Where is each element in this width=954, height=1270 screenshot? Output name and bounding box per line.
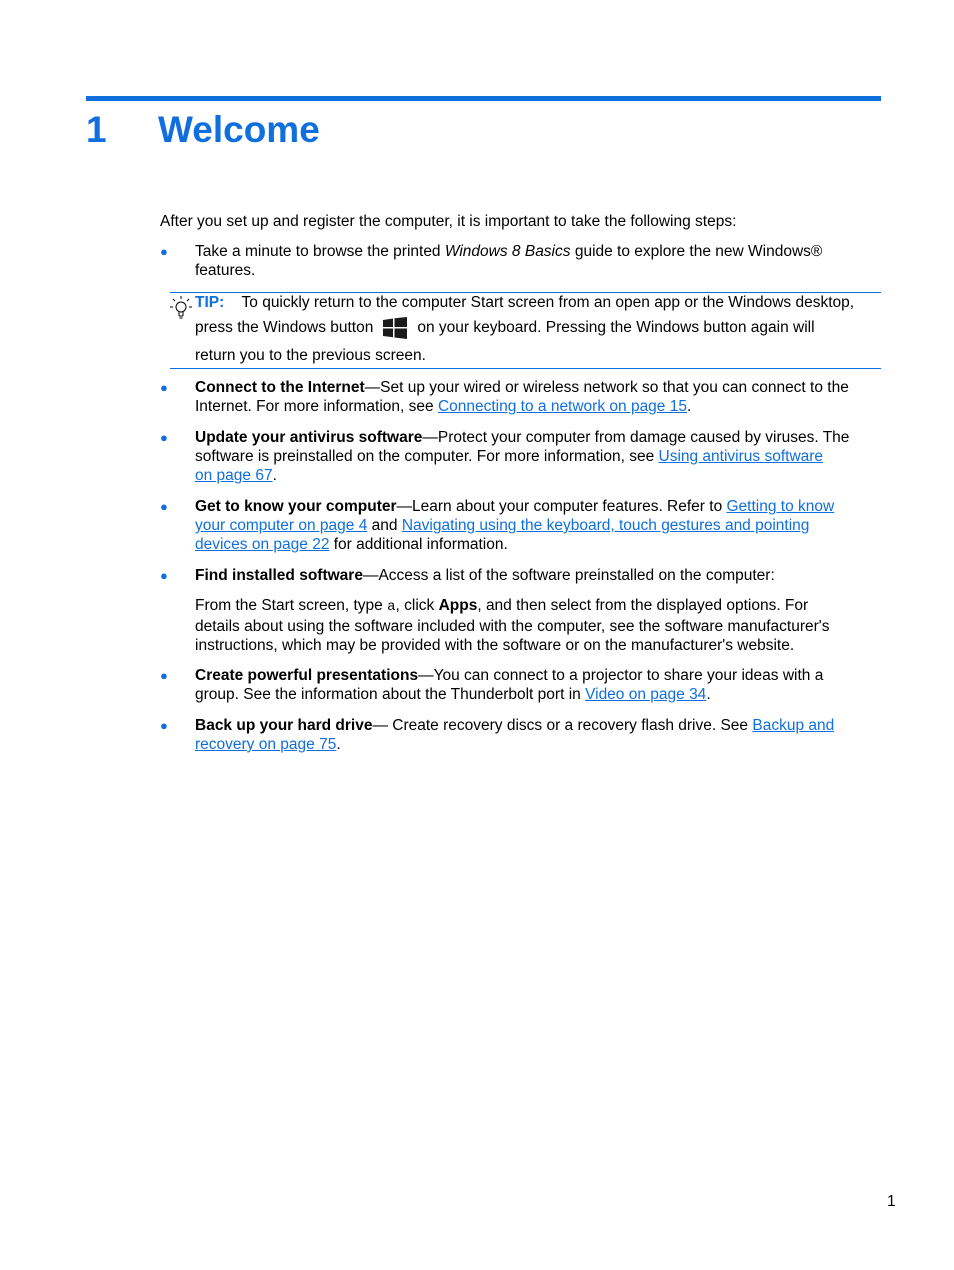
link-video[interactable]: Video on page 34 xyxy=(585,686,707,703)
bullet-icon: ● xyxy=(160,499,168,514)
chapter-title: Welcome xyxy=(158,109,320,150)
link-antivirus-page[interactable]: on page 67 xyxy=(195,467,273,484)
link-antivirus[interactable]: Using antivirus software xyxy=(658,448,824,465)
chapter-heading xyxy=(86,106,320,154)
bullet-icon: ● xyxy=(160,430,168,445)
windows-logo-icon xyxy=(383,317,407,339)
bullet-icon: ● xyxy=(160,380,168,395)
link-backup[interactable]: Backup and xyxy=(752,717,835,734)
lightbulb-icon xyxy=(170,295,192,321)
intro-paragraph: After you set up and register the computer, it is important to take the following steps: xyxy=(160,213,737,230)
page-number: 1 xyxy=(887,1193,896,1210)
chapter-number: 1 xyxy=(86,109,107,150)
link-getting-to-know[interactable]: Getting to know xyxy=(726,498,835,515)
bullet-icon: ● xyxy=(160,244,168,259)
tip-box: TIP: To quickly return to the computer Start screen from an open app or the Windows desktop, press the Windows button on your keyboard. Pressing the Windows button again will return you to the previous screen. xyxy=(170,292,881,369)
link-getting-to-know-page[interactable]: your computer on page 4 xyxy=(195,517,368,534)
link-backup-page[interactable]: recovery on page 75 xyxy=(195,736,337,753)
tip-label: TIP: xyxy=(195,294,225,311)
link-navigating-page[interactable]: devices on page 22 xyxy=(195,536,330,553)
link-navigating[interactable]: Navigating using the keyboard, touch gestures and pointing xyxy=(401,517,810,534)
chapter-rule xyxy=(86,96,881,101)
bullet-icon: ● xyxy=(160,718,168,733)
bullet-icon: ● xyxy=(160,668,168,683)
bullet-icon: ● xyxy=(160,568,168,583)
link-connecting-network[interactable]: Connecting to a network on page 15 xyxy=(437,398,687,415)
